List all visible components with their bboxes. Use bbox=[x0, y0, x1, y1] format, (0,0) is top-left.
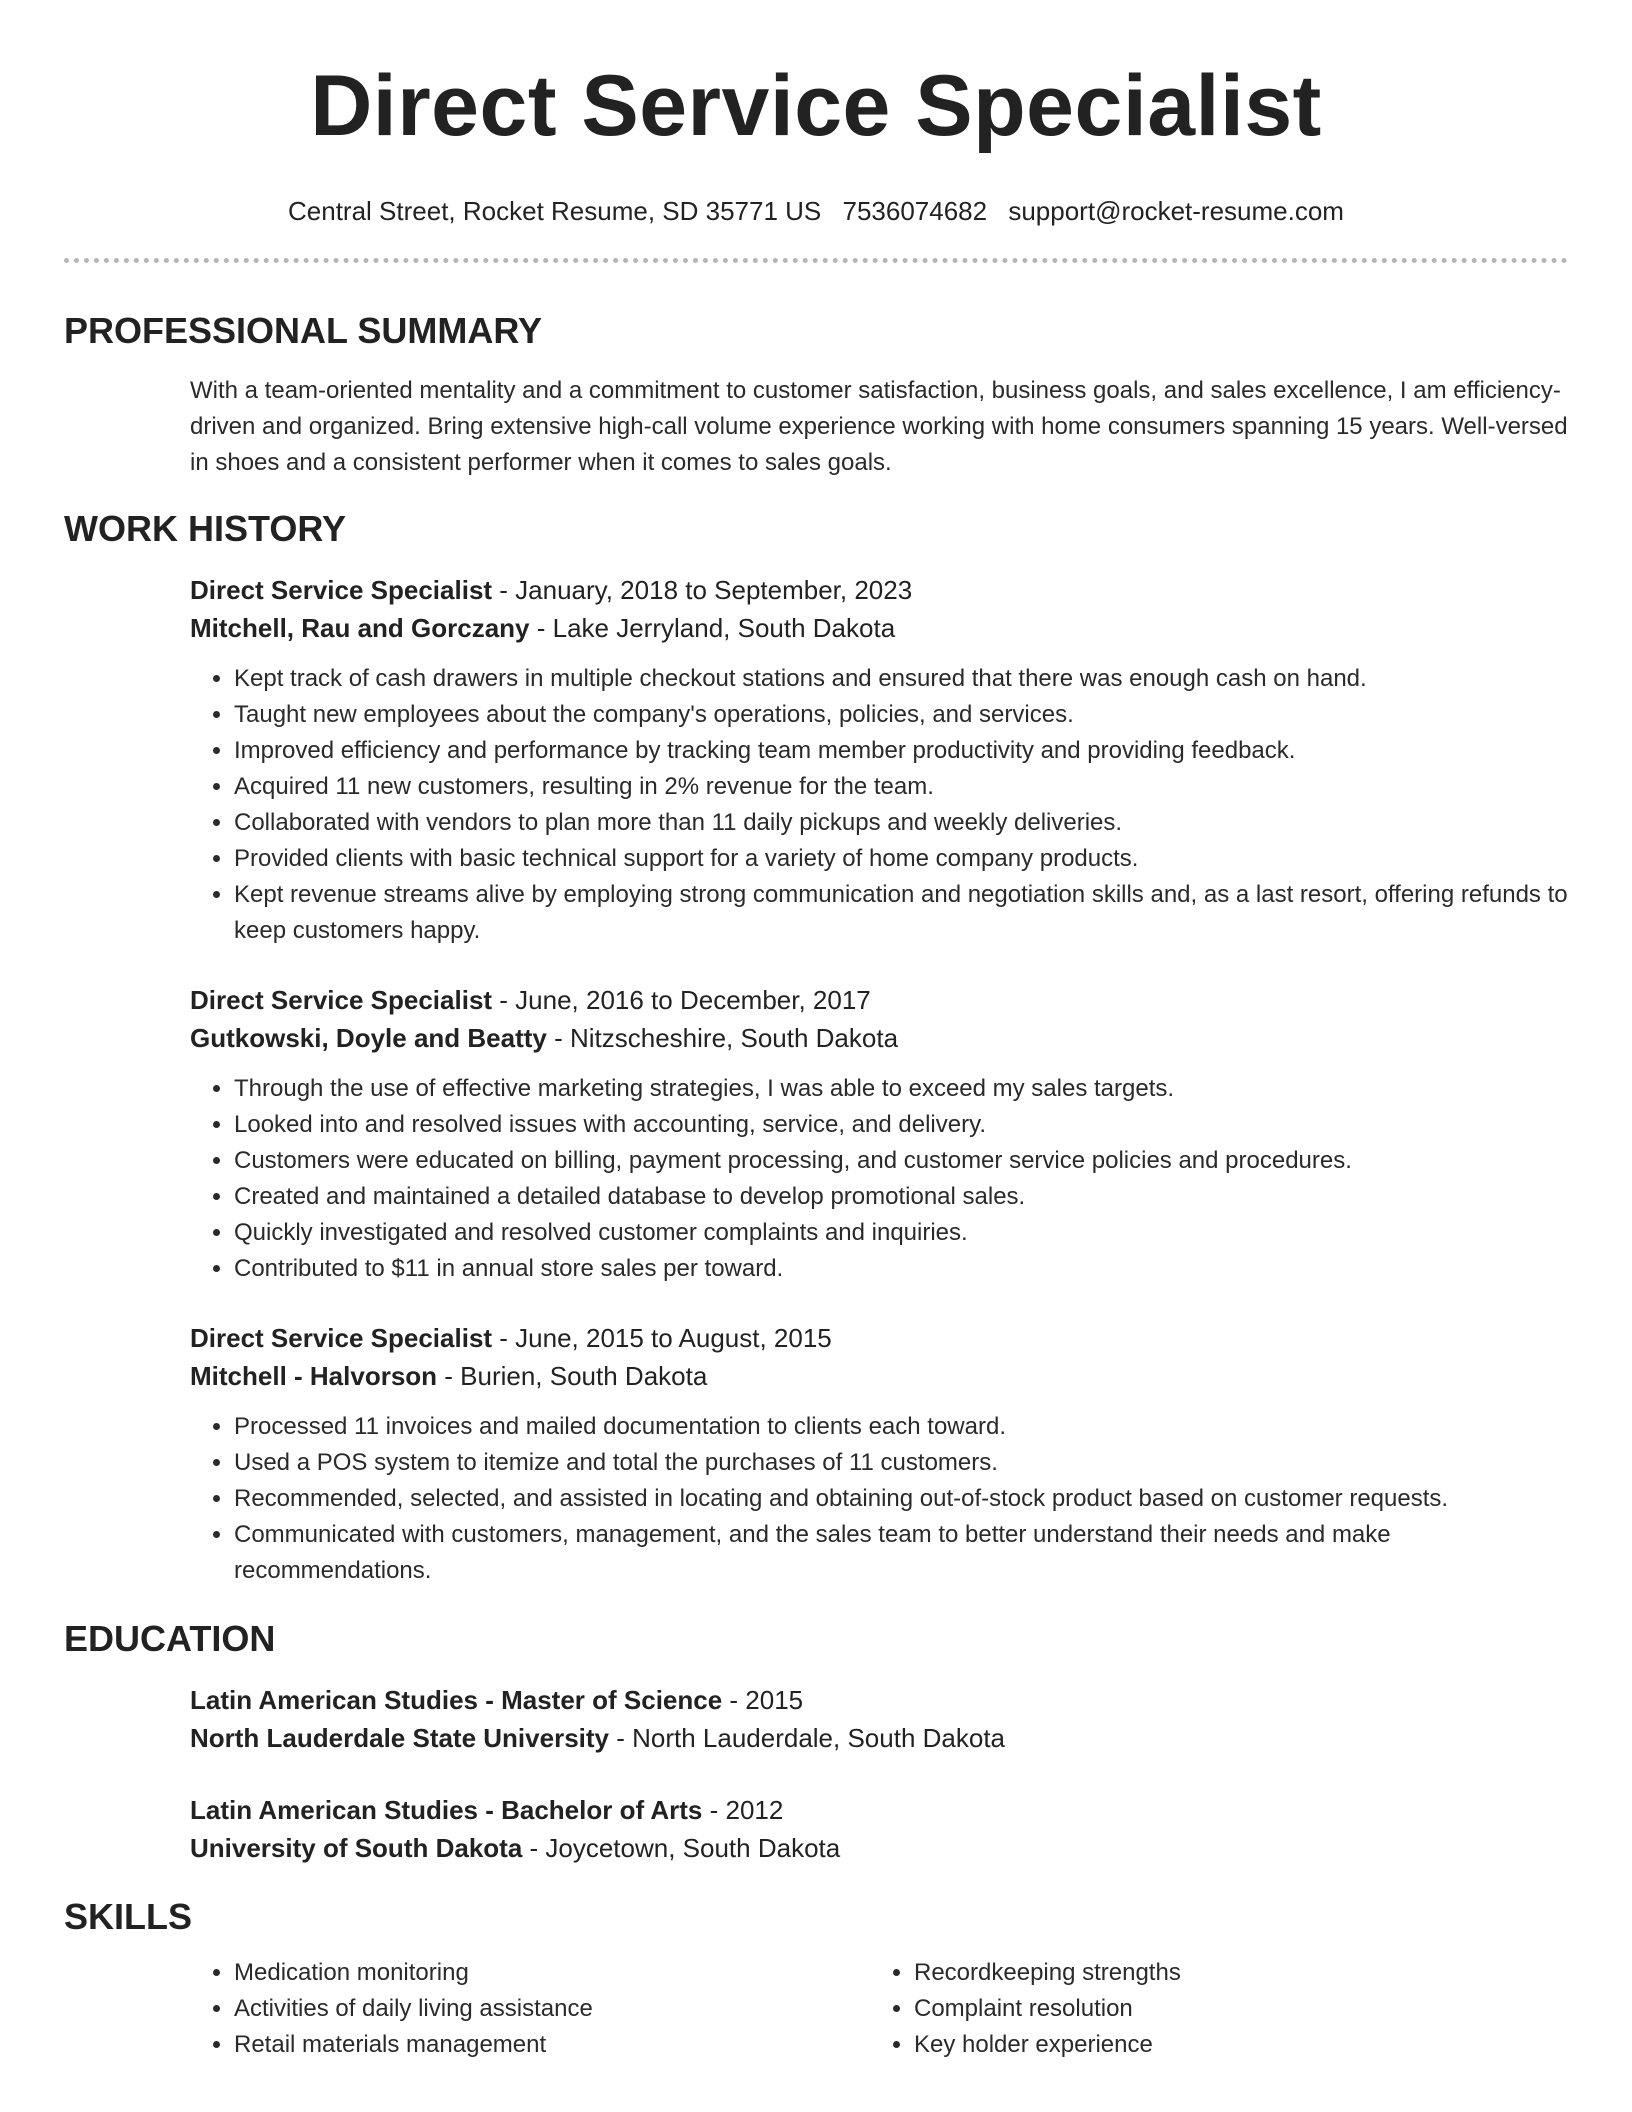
skills-left-column bbox=[190, 1955, 870, 2063]
job-company-line bbox=[190, 609, 1568, 647]
job-dates: - June, 2016 to December, 2017 bbox=[492, 985, 871, 1015]
list-item: • Kept track of cash drawers in multiple checkout stations and ensured that there was enough cash on hand. bbox=[234, 661, 1580, 697]
school-location: - North Lauderdale, South Dakota bbox=[609, 1723, 1006, 1753]
contact-line bbox=[0, 194, 1632, 228]
education-section bbox=[64, 1617, 1568, 1867]
work-history-heading: WORK HISTORY bbox=[64, 508, 347, 549]
job-company: Mitchell - Halvorson bbox=[190, 1361, 438, 1391]
list-item: • Created and maintained a detailed database to develop promotional sales. bbox=[234, 1179, 1580, 1215]
degree: Latin American Studies - Bachelor of Arts bbox=[190, 1795, 703, 1825]
degree: Latin American Studies - Master of Science bbox=[190, 1685, 723, 1715]
job-entry bbox=[190, 1319, 1568, 1589]
school-line bbox=[190, 1829, 1568, 1867]
list-item: • Complaint resolution bbox=[914, 1991, 1550, 2027]
list-item: • Quickly investigated and resolved customer complaints and inquiries. bbox=[234, 1215, 1580, 1251]
skills-section bbox=[64, 1895, 1568, 2063]
list-item: • Taught new employees about the company's operations, policies, and services. bbox=[234, 697, 1580, 733]
education-entry bbox=[190, 1791, 1568, 1867]
list-item: • Kept revenue streams alive by employing strong communication and negotiation skills and, as a last resort, offering refunds to keep customers happy. bbox=[234, 877, 1580, 949]
job-role: Direct Service Specialist bbox=[190, 1323, 493, 1353]
list-item: • Customers were educated on billing, payment processing, and customer service policies and procedures. bbox=[234, 1143, 1580, 1179]
school: North Lauderdale State University bbox=[190, 1723, 609, 1753]
school-line bbox=[190, 1719, 1568, 1757]
job-bullets bbox=[190, 661, 1580, 949]
list-item: • Through the use of effective marketing strategies, I was able to exceed my sales targets. bbox=[234, 1071, 1580, 1107]
job-entry bbox=[190, 981, 1568, 1287]
skills-columns bbox=[190, 1955, 1568, 2063]
candidate-name: Direct Service Specialist bbox=[310, 58, 1322, 154]
job-location: - Lake Jerryland, South Dakota bbox=[529, 613, 896, 643]
list-item: • Used a POS system to itemize and total the purchases of 11 customers. bbox=[234, 1445, 1580, 1481]
education-heading: EDUCATION bbox=[64, 1618, 276, 1659]
degree-line bbox=[190, 1681, 1568, 1719]
list-item: • Medication monitoring bbox=[234, 1955, 870, 1991]
list-item: • Provided clients with basic technical support for a variety of home company products. bbox=[234, 841, 1580, 877]
job-location: - Burien, South Dakota bbox=[437, 1361, 708, 1391]
list-item: • Recommended, selected, and assisted in locating and obtaining out-of-stock product based on customer requests. bbox=[234, 1481, 1580, 1517]
phone: 7536074682 bbox=[842, 196, 988, 226]
degree-line bbox=[190, 1791, 1568, 1829]
job-dates: - June, 2015 to August, 2015 bbox=[492, 1323, 832, 1353]
work-history-section bbox=[64, 507, 1568, 1589]
job-role-line bbox=[190, 571, 1568, 609]
job-dates: - January, 2018 to September, 2023 bbox=[492, 575, 913, 605]
job-company-line bbox=[190, 1357, 1568, 1395]
degree-year: - 2012 bbox=[702, 1795, 784, 1825]
list-item: • Looked into and resolved issues with accounting, service, and delivery. bbox=[234, 1107, 1580, 1143]
email: support@rocket-resume.com bbox=[1008, 196, 1344, 226]
list-item: • Processed 11 invoices and mailed documentation to clients each toward. bbox=[234, 1409, 1580, 1445]
job-company: Gutkowski, Doyle and Beatty bbox=[190, 1023, 547, 1053]
job-role: Direct Service Specialist bbox=[190, 575, 493, 605]
list-item: • Acquired 11 new customers, resulting in 2% revenue for the team. bbox=[234, 769, 1580, 805]
skills-heading: SKILLS bbox=[64, 1896, 193, 1937]
school-location: - Joycetown, South Dakota bbox=[522, 1833, 841, 1863]
job-bullets bbox=[190, 1071, 1580, 1287]
summary-text: With a team-oriented mentality and a commitment to customer satisfaction, business goals, and sales excellence, I am efficiency-driven and organized. Bring extensive high-call volume experience working with home consumers spanning 15 years. Well-versed in shoes and a consistent performer when it comes to sales goals. bbox=[190, 377, 1568, 476]
job-entry bbox=[190, 571, 1568, 949]
list-item: • Communicated with customers, management, and the sales team to better understand their needs and make recommendations. bbox=[234, 1517, 1580, 1589]
list-item: • Retail materials management bbox=[234, 2027, 870, 2063]
header-divider bbox=[64, 258, 1568, 263]
job-company-line bbox=[190, 1019, 1568, 1057]
address: Central Street, Rocket Resume, SD 35771 US bbox=[288, 196, 822, 226]
job-location: - Nitzscheshire, South Dakota bbox=[546, 1023, 899, 1053]
job-bullets bbox=[190, 1409, 1580, 1589]
degree-year: - 2015 bbox=[722, 1685, 804, 1715]
school: University of South Dakota bbox=[190, 1833, 523, 1863]
list-item: • Improved efficiency and performance by tracking team member productivity and providing feedback. bbox=[234, 733, 1580, 769]
skills-right-column bbox=[870, 1955, 1550, 2063]
job-company: Mitchell, Rau and Gorczany bbox=[190, 613, 530, 643]
list-item: • Activities of daily living assistance bbox=[234, 1991, 870, 2027]
education-entry bbox=[190, 1681, 1568, 1757]
list-item: • Recordkeeping strengths bbox=[914, 1955, 1550, 1991]
summary-section bbox=[64, 309, 1568, 481]
job-role-line bbox=[190, 1319, 1568, 1357]
job-role-line bbox=[190, 981, 1568, 1019]
list-item: • Contributed to $11 in annual store sales per toward. bbox=[234, 1251, 1580, 1287]
list-item: • Collaborated with vendors to plan more than 11 daily pickups and weekly deliveries. bbox=[234, 805, 1580, 841]
list-item: • Key holder experience bbox=[914, 2027, 1550, 2063]
job-role: Direct Service Specialist bbox=[190, 985, 493, 1015]
summary-heading: PROFESSIONAL SUMMARY bbox=[64, 310, 543, 351]
